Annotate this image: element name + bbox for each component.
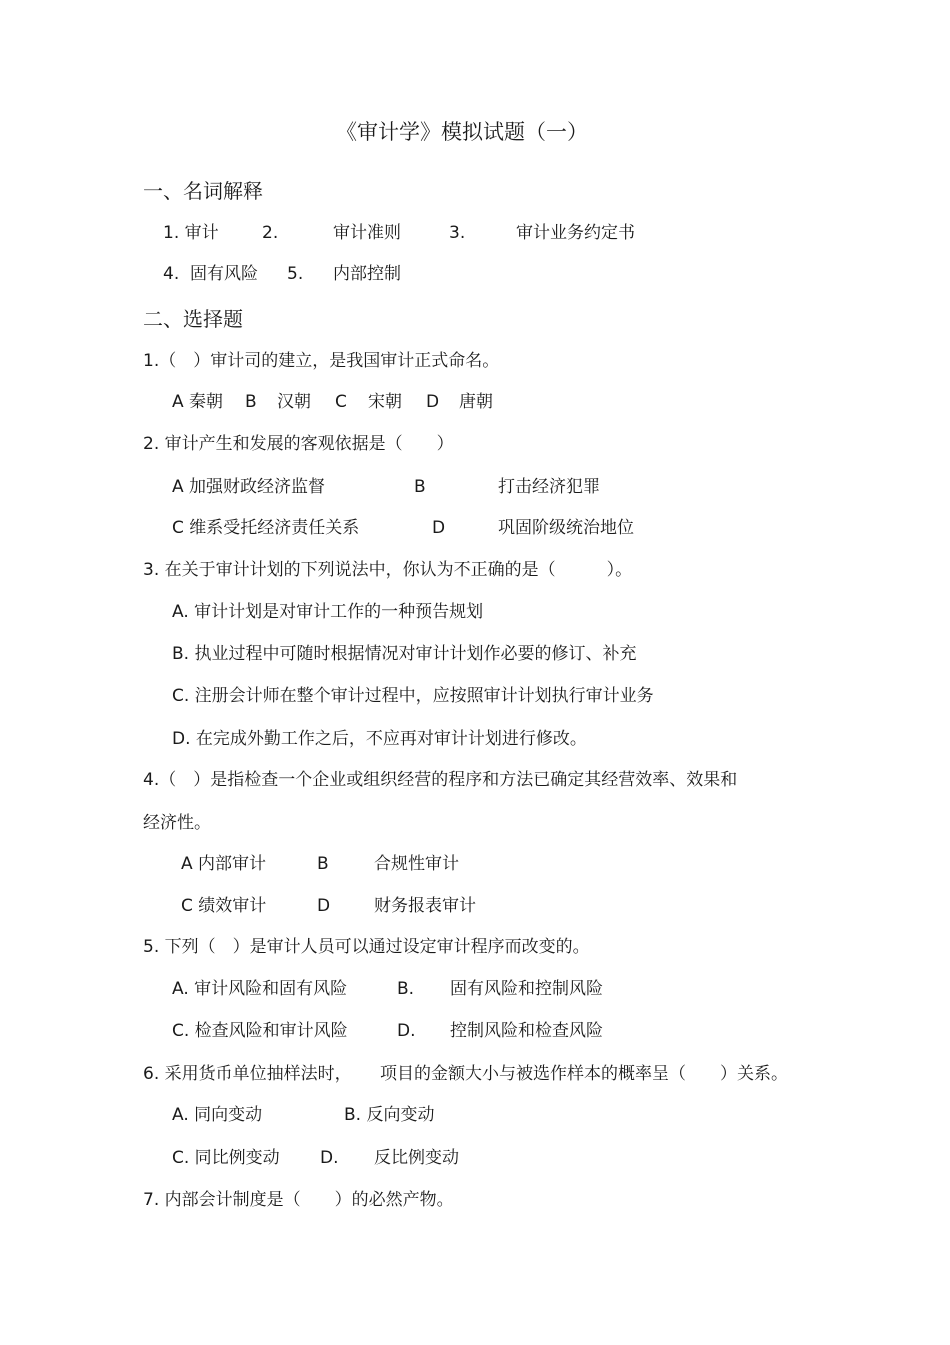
q2-option-b-text: 打击经济犯罪 (498, 477, 600, 497)
question-1-stem: 1.（ ）审计司的建立，是我国审计正式命名。 (143, 351, 500, 371)
q1-option-a: A 秦朝 (172, 392, 224, 412)
q4-option-a: A 内部审计 (181, 854, 267, 874)
question-6-stem-part-2: 项目的金额大小与被选作样本的概率呈（ ）关系。 (380, 1064, 788, 1084)
term-4-number: 4. (163, 264, 180, 284)
term-4-text: 固有风险 (190, 264, 258, 284)
q1-option-c-text: 宋朝 (368, 392, 402, 412)
q5-option-b-text: 固有风险和控制风险 (450, 979, 603, 999)
term-5-text: 内部控制 (333, 264, 401, 284)
question-7-stem: 7. 内部会计制度是（ ）的必然产物。 (143, 1190, 454, 1210)
q2-option-c: C 维系受托经济责任关系 (172, 518, 360, 538)
q2-option-a: A 加强财政经济监督 (172, 477, 326, 497)
term-2-number: 2. (262, 223, 279, 243)
q3-option-a: A. 审计计划是对审计工作的一种预告规划 (172, 602, 484, 622)
term-3-text: 审计业务约定书 (516, 223, 635, 243)
q4-option-b-text: 合规性审计 (374, 854, 459, 874)
question-4-stem-line-2: 经济性。 (143, 813, 211, 833)
page-title: 《审计学》模拟试题（一） (336, 120, 588, 144)
q4-option-b-letter: B (317, 854, 329, 874)
section-heading-terms: 一、名词解释 (143, 179, 263, 203)
q1-option-d-text: 唐朝 (459, 392, 493, 412)
question-2-stem: 2. 审计产生和发展的客观依据是（ ） (143, 434, 454, 454)
q4-option-c: C 绩效审计 (181, 896, 267, 916)
question-5-stem: 5. 下列（ ）是审计人员可以通过设定审计程序而改变的。 (143, 937, 590, 957)
question-6-stem-part-1: 6. 采用货币单位抽样法时， (143, 1064, 352, 1084)
section-heading-choice: 二、选择题 (143, 307, 243, 331)
term-1: 1. 审计 (163, 223, 219, 243)
term-5-number: 5. (287, 264, 304, 284)
q6-option-d-letter: D. (320, 1148, 339, 1168)
q5-option-c: C. 检查风险和审计风险 (172, 1021, 348, 1041)
q5-option-a: A. 审计风险和固有风险 (172, 979, 348, 999)
q6-option-c: C. 同比例变动 (172, 1148, 280, 1168)
term-3-number: 3. (449, 223, 466, 243)
question-4-stem-line-1: 4.（ ）是指检查一个企业或组织经营的程序和方法已确定其经营效率、效果和 (143, 770, 738, 790)
q2-option-d-text: 巩固阶级统治地位 (498, 518, 634, 538)
q1-option-c-letter: C (335, 392, 347, 412)
q2-option-d-letter: D (432, 518, 446, 538)
q5-option-d-text: 控制风险和检查风险 (450, 1021, 603, 1041)
q1-option-b-letter: B (245, 392, 257, 412)
q6-option-d-text: 反比例变动 (374, 1148, 459, 1168)
q4-option-d-text: 财务报表审计 (374, 896, 476, 916)
q6-option-b: B. 反向变动 (344, 1105, 435, 1125)
q2-option-b-letter: B (414, 477, 426, 497)
q3-option-d: D. 在完成外勤工作之后，不应再对审计计划进行修改。 (172, 729, 587, 749)
q1-option-b-text: 汉朝 (277, 392, 311, 412)
q3-option-c: C. 注册会计师在整个审计过程中，应按照审计计划执行审计业务 (172, 686, 654, 706)
q3-option-b: B. 执业过程中可随时根据情况对审计计划作必要的修订、补充 (172, 644, 637, 664)
q6-option-a: A. 同向变动 (172, 1105, 263, 1125)
q5-option-b-letter: B. (397, 979, 415, 999)
q5-option-d-letter: D. (397, 1021, 416, 1041)
question-3-stem: 3. 在关于审计计划的下列说法中，你认为不正确的是（ ）。 (143, 560, 633, 580)
term-2-text: 审计准则 (333, 223, 401, 243)
q1-option-d-letter: D (426, 392, 440, 412)
q4-option-d-letter: D (317, 896, 331, 916)
